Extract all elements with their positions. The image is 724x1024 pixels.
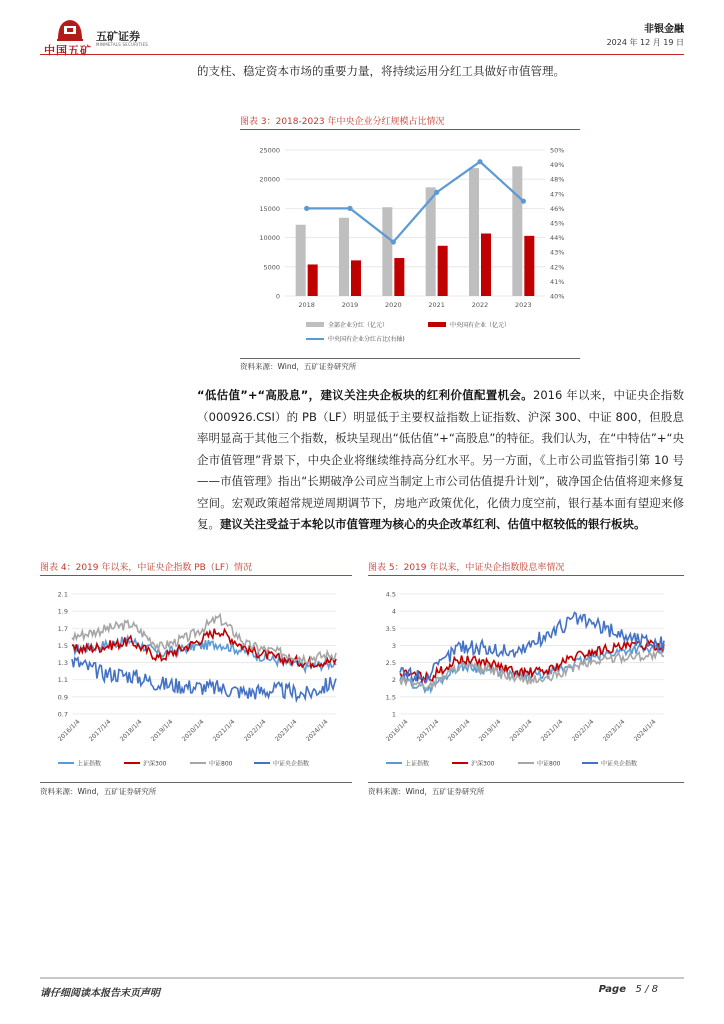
valuation-paragraph	[197, 385, 684, 536]
x-tick-label: 2018/1/4	[118, 718, 144, 744]
legend-label-central-soe: 中央国有企业（亿元）	[450, 322, 511, 329]
y-tick-label: 0.7	[57, 710, 68, 719]
legend-label: 中证央企指数	[273, 760, 310, 768]
bar-central-soe	[438, 246, 448, 296]
y-tick-label: 3.5	[385, 624, 396, 633]
x-tick-label: 2023/1/4	[601, 718, 627, 744]
y-tick-label: 2	[391, 676, 396, 685]
footer-divider	[40, 977, 684, 979]
valuation-paragraph-lead: “低估值”+“高股息”，建议关注央企板块的红利价值配置机会。	[197, 388, 533, 402]
x-tick-label: 2020/1/4	[180, 718, 206, 744]
x-tick-label: 2023	[515, 301, 532, 309]
y-right-tick-label: 41%	[550, 277, 565, 286]
bar-central-soe	[481, 234, 491, 296]
legend-label: 沪深300	[143, 760, 167, 768]
figure-3-source-rule	[240, 358, 580, 359]
line-point	[521, 199, 526, 204]
figure-3-caption: 图表 3：2018-2023 年中央企业分红规模占比情况	[240, 117, 445, 127]
line-point	[347, 206, 352, 211]
line-point	[391, 239, 396, 244]
bar-all-enterprises	[339, 218, 349, 296]
y-tick-label: 3	[391, 641, 396, 650]
footer-disclaimer: 请仔细阅读本报告末页声明	[40, 988, 160, 999]
bar-central-soe	[351, 260, 361, 296]
x-tick-label: 2021	[428, 301, 445, 309]
figure-4-source: 资料来源：Wind，五矿证券研究所	[40, 787, 157, 796]
bar-central-soe	[394, 258, 404, 296]
logo-brand-name: 五矿证券	[96, 30, 140, 43]
bar-central-soe	[308, 264, 318, 296]
figure-3-chart	[240, 132, 580, 356]
bar-all-enterprises	[469, 168, 479, 296]
figure-4-caption-rule	[40, 575, 352, 576]
y-left-tick-label: 25000	[259, 146, 280, 155]
y-left-tick-label: 15000	[259, 204, 280, 213]
y-tick-label: 1.5	[57, 641, 68, 650]
x-tick-label: 2019/1/4	[149, 718, 175, 744]
footer-page-label: Page	[598, 984, 626, 995]
bar-all-enterprises	[296, 225, 306, 296]
x-tick-label: 2023/1/4	[273, 718, 299, 744]
series-line	[72, 658, 336, 700]
series-line	[72, 637, 336, 672]
y-left-tick-label: 10000	[259, 234, 280, 243]
legend-label: 沪深300	[471, 760, 495, 768]
x-tick-label: 2020/1/4	[508, 718, 534, 744]
y-right-tick-label: 44%	[550, 234, 565, 243]
company-logo-icon	[55, 17, 85, 43]
x-tick-label: 2016/1/4	[384, 718, 410, 744]
bar-all-enterprises	[512, 166, 522, 296]
y-tick-label: 0.9	[57, 693, 68, 702]
report-date: 2024 年 12 月 19 日	[606, 38, 684, 47]
header-divider	[40, 54, 684, 55]
legend-label: 中证央企指数	[601, 760, 638, 768]
y-tick-label: 1.9	[57, 607, 68, 616]
legend-label: 中证800	[537, 760, 561, 768]
y-left-tick-label: 5000	[263, 263, 280, 272]
y-right-tick-label: 40%	[550, 292, 565, 301]
logo-brand-english: MINMETALS SECURITIES	[96, 42, 148, 47]
legend-label-share: 中央国有企业分红占比(右轴)	[328, 336, 405, 343]
y-tick-label: 1.7	[57, 624, 68, 633]
valuation-paragraph-body: 2016 年以来，中证央企指数（000926.CSI）的 PB（LF）明显低于主要权益指数上证指数、沪深 300、中证 800，但股息率明显高于其他三个指数，板块呈现出“低估值”+“高股息”的特征。我们认为，在“中特估”+“央企市值管理”背景下，中央企业将继续维持高分红水平。另一方面，《上市公司监管指引第 10 号——市值管理》指出“长期破净公司应当制定上市公司估值提升计划”，破净国企估值将迎来修复空间。宏观政策超常规逆周期调节下，房地产政策优化，化债力度空前，银行基本面有望迎来修复。	[197, 388, 685, 531]
x-tick-label: 2019/1/4	[477, 718, 503, 744]
x-tick-label: 2017/1/4	[87, 718, 113, 744]
figure-5-chart	[368, 580, 684, 780]
y-tick-label: 2.5	[385, 659, 396, 668]
x-tick-label: 2020	[385, 301, 402, 309]
footer-page-number	[599, 984, 658, 995]
x-tick-label: 2024/1/4	[304, 718, 330, 744]
y-tick-label: 1.3	[57, 659, 68, 668]
y-right-tick-label: 42%	[550, 263, 565, 272]
figure-4-source-rule	[40, 782, 352, 783]
y-right-tick-label: 43%	[550, 248, 565, 257]
figure-3-caption-rule	[240, 129, 580, 130]
x-tick-label: 2016/1/4	[56, 718, 82, 744]
bar-central-soe	[524, 236, 534, 296]
figure-5-source-rule	[368, 782, 684, 783]
legend-label: 上证指数	[405, 760, 430, 768]
x-tick-label: 2021/1/4	[211, 718, 237, 744]
figure-3-source: 资料来源：Wind，五矿证券研究所	[240, 362, 357, 371]
y-right-tick-label: 48%	[550, 175, 565, 184]
y-tick-label: 1.1	[57, 676, 68, 685]
y-right-tick-label: 45%	[550, 219, 565, 228]
legend-label: 上证指数	[77, 760, 102, 768]
intro-paragraph: 的支柱、稳定资本市场的重要力量，将持续运用分红工具做好市值管理。	[197, 64, 565, 78]
figure-4-chart	[40, 580, 352, 780]
x-tick-label: 2018/1/4	[446, 718, 472, 744]
line-point	[434, 190, 439, 195]
y-left-tick-label: 0	[275, 292, 280, 301]
series-line	[400, 645, 664, 692]
x-tick-label: 2019	[341, 301, 359, 309]
x-tick-label: 2021/1/4	[539, 718, 565, 744]
y-right-tick-label: 46%	[550, 204, 565, 213]
bar-all-enterprises	[382, 207, 392, 296]
y-right-tick-label: 47%	[550, 190, 565, 199]
figure-5-caption-rule	[368, 575, 684, 576]
legend-swatch-all-enterprises	[306, 322, 324, 327]
valuation-paragraph-conclusion: 建议关注受益于本轮以市值管理为核心的央企改革红利、估值中枢较低的银行板块。	[220, 517, 646, 531]
x-tick-label: 2022	[471, 301, 489, 309]
y-tick-label: 1	[391, 710, 396, 719]
line-point	[477, 159, 482, 164]
figure-4-caption: 图表 4：2019 年以来，中证央企指数 PB（LF）情况	[40, 563, 253, 573]
footer-page-value: 5 / 8	[635, 984, 658, 995]
y-left-tick-label: 20000	[259, 175, 280, 184]
x-tick-label: 2024/1/4	[632, 718, 658, 744]
y-tick-label: 4	[391, 607, 396, 616]
y-right-tick-label: 50%	[550, 146, 565, 155]
y-tick-label: 4.5	[385, 590, 396, 599]
report-category: 非银金融	[644, 24, 684, 35]
figure-5-source: 资料来源：Wind，五矿证券研究所	[368, 787, 485, 796]
legend-swatch-central-soe	[428, 322, 446, 327]
legend-label-all-enterprises: 全部企业分红（亿元）	[328, 322, 389, 329]
y-right-tick-label: 49%	[550, 161, 565, 170]
x-tick-label: 2017/1/4	[415, 718, 441, 744]
legend-label: 中证800	[209, 760, 233, 768]
x-tick-label: 2022/1/4	[242, 718, 268, 744]
y-tick-label: 1.5	[385, 693, 396, 702]
figure-5-caption: 图表 5：2019 年以来，中证央企指数股息率情况	[368, 563, 565, 573]
x-tick-label: 2018	[298, 301, 315, 309]
line-point	[304, 206, 309, 211]
y-tick-label: 2.1	[57, 590, 68, 599]
logo-company-name: 中国五矿	[44, 44, 92, 57]
x-tick-label: 2022/1/4	[570, 718, 596, 744]
